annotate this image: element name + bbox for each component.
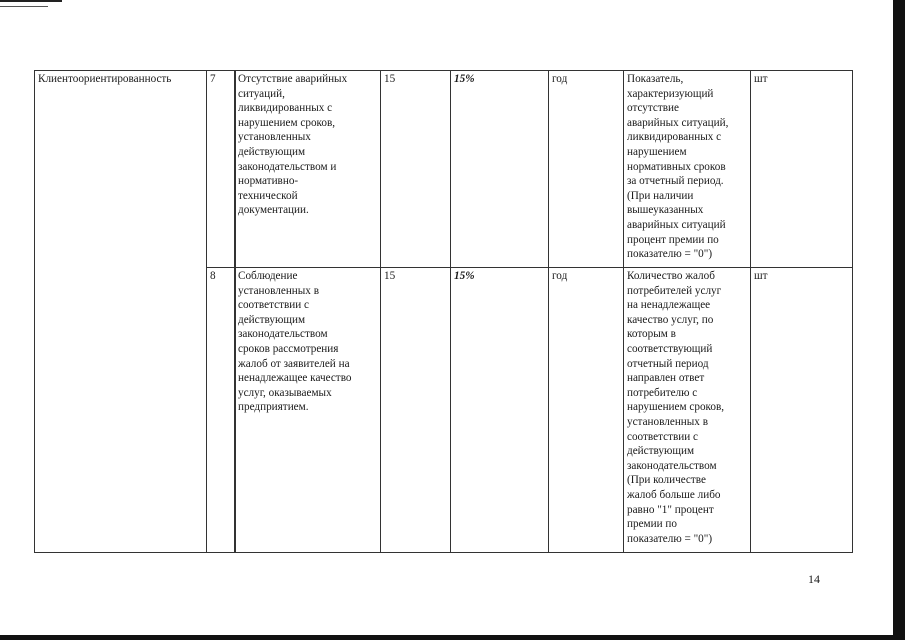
page-number: 14	[808, 572, 820, 586]
scan-edge-top	[0, 0, 62, 2]
percent-cell: 15%	[451, 71, 549, 268]
percent-cell: 15%	[451, 268, 549, 553]
indicator-cell: Соблюдение установленных в соответствии с действующим законодательством сроков рассмотрения жалоб от заявителей на ненадлежащее качество услуг, оказываемых предприятием.	[235, 268, 381, 553]
scan-edge-top-line	[0, 6, 48, 7]
points-cell: 15	[381, 71, 451, 268]
points-cell: 15	[381, 268, 451, 553]
category-cell: Клиентоориентированность	[35, 71, 207, 553]
indicator-cell: Отсутствие аварийных ситуаций, ликвидированных с нарушением сроков, установленных действующим законодательством и нормативно- технической документации.	[235, 71, 381, 268]
period-cell: год	[549, 71, 624, 268]
unit-cell: шт	[751, 268, 853, 553]
scan-edge-bottom	[0, 635, 893, 640]
table-row	[35, 71, 853, 268]
kpi-table	[34, 70, 853, 553]
row-number: 7	[207, 71, 235, 268]
period-cell: год	[549, 268, 624, 553]
unit-cell: шт	[751, 71, 853, 268]
description-cell: Показатель, характеризующий отсутствие аварийных ситуаций, ликвидированных с нарушением нормативных сроков за отчетный период. (При наличии вышеуказанных аварийных ситуаций процент премии по показателю = "0")	[624, 71, 751, 268]
row-number: 8	[207, 268, 235, 553]
description-cell: Количество жалоб потребителей услуг на ненадлежащее качество услуг, по которым в соответствующий отчетный период направлен ответ потребителю с нарушением сроков, установленных в соответствии с действующим законодательством (При количестве жалоб больше либо равно "1" процент премии по показателю = "0")	[624, 268, 751, 553]
scan-edge-right	[893, 0, 905, 640]
